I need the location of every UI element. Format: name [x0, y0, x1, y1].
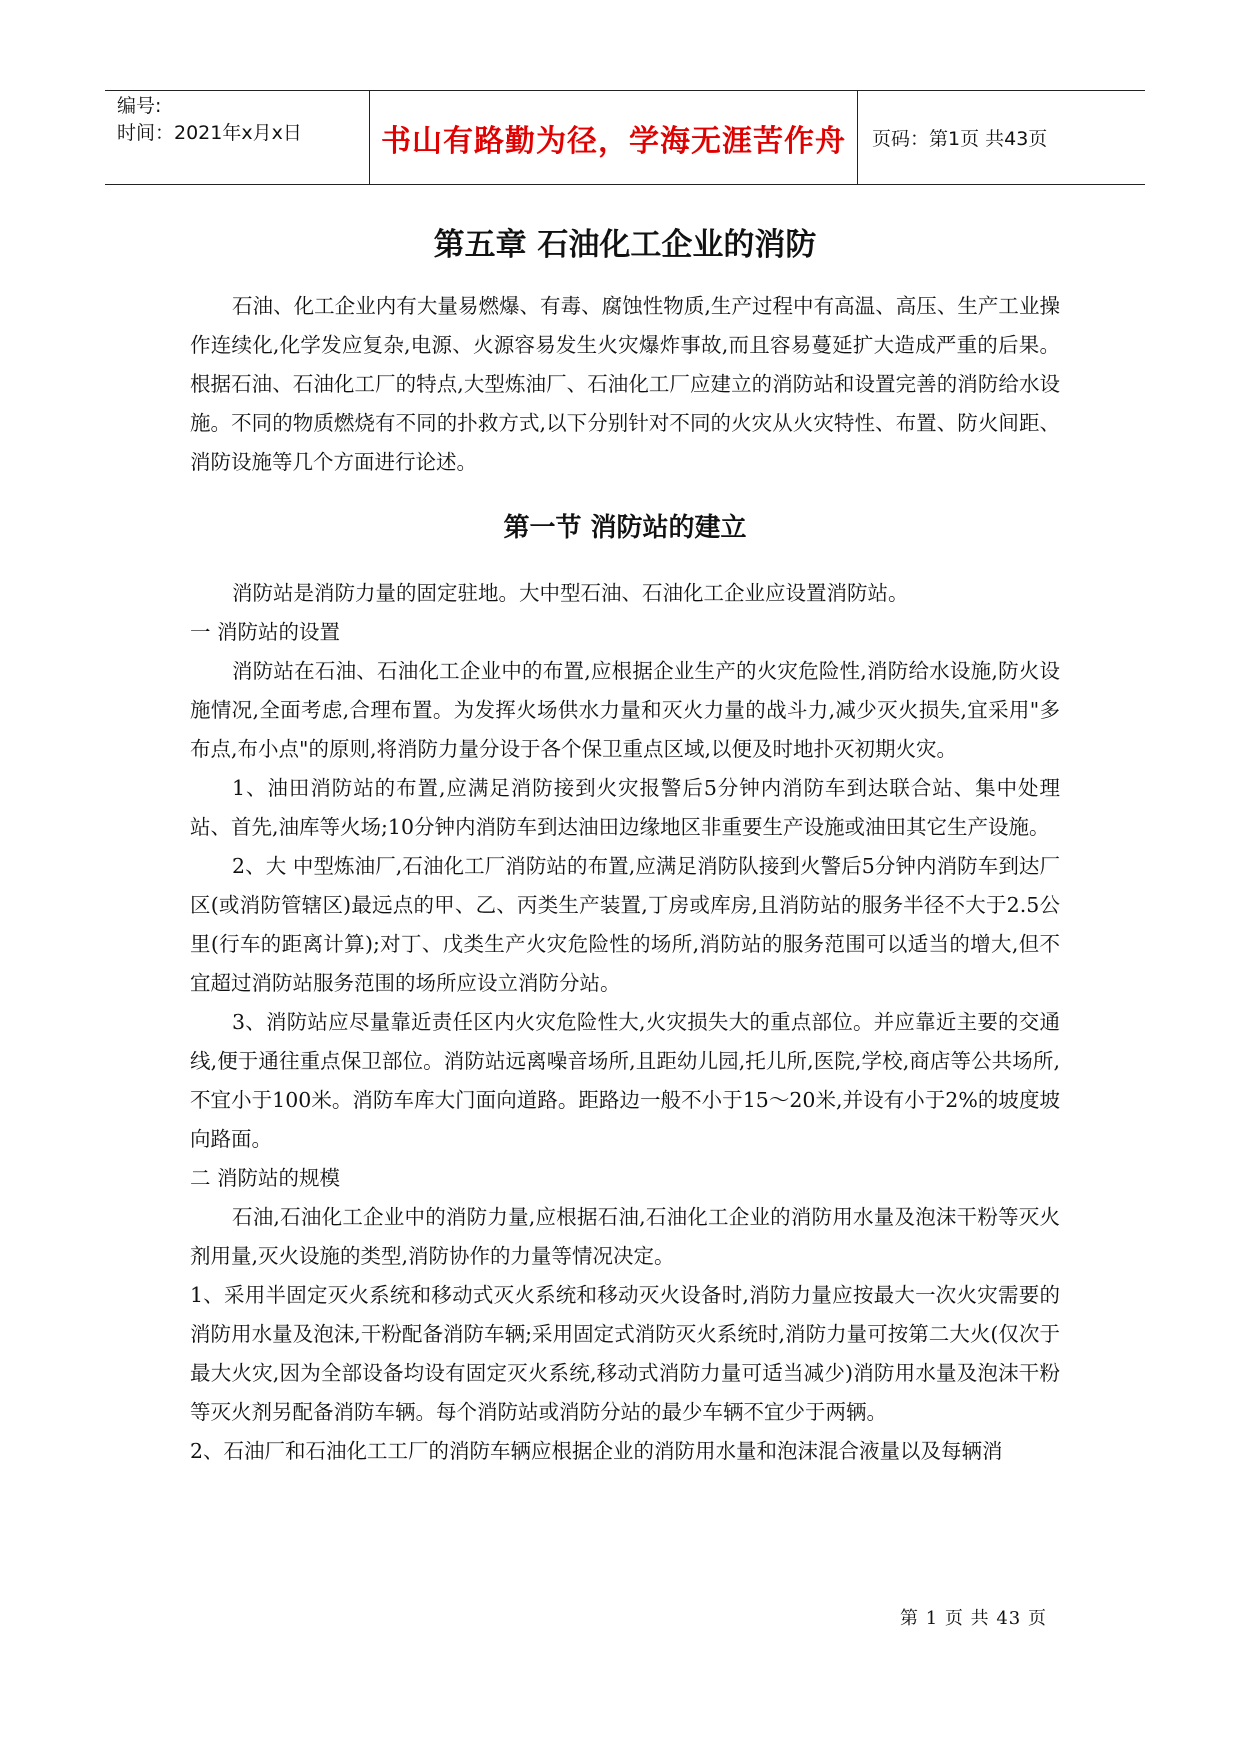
paragraph: 2、大 中型炼油厂,石油化工厂消防站的布置,应满足消防队接到火警后5分钟内消防车到达厂区(或消防管辖区)最远点的甲、乙、丙类生产装置,丁房或库房,且消防站的服务半径不大于2.5公里(行车的距离计算);对丁、戊类生产火灾危险性的场所,消防站的服务范围可以适当的增大,但不宜超过消防站服务范围的场所应设立消防分站。: [190, 854, 1060, 995]
subheading: 一 消防站的设置: [190, 620, 341, 644]
subheading: 二 消防站的规模: [190, 1166, 341, 1190]
paragraph: 1、油田消防站的布置,应满足消防接到火灾报警后5分钟内消防车到达联合站、集中处理站、首先,油库等火场;10分钟内消防车到达油田边缘地区非重要生产设施或油田其它生产设施。: [190, 776, 1060, 839]
paragraph: 石油,石油化工企业中的消防力量,应根据石油,石油化工企业的消防用水量及泡沫干粉等灭火剂用量,灭火设施的类型,消防协作的力量等情况决定。: [190, 1205, 1060, 1268]
header-meta: [105, 91, 370, 184]
chapter-title: 第五章 石油化工企业的消防: [433, 227, 817, 263]
paragraph: 2、石油厂和石油化工工厂的消防车辆应根据企业的消防用水量和泡沫混合液量以及每辆消: [190, 1439, 1003, 1463]
document-time-label: 时间：2021年x月x日: [117, 122, 302, 144]
page-header: [105, 90, 1145, 185]
document-number-label: 编号:: [117, 95, 162, 117]
paragraph: 消防站在石油、石油化工企业中的布置,应根据企业生产的火灾危险性,消防给水设施,防火设施情况,全面考虑,合理布置。为发挥火场供水力量和灭火力量的战斗力,减少灭火损失,宜采用"多布点,布小点"的原则,将消防力量分设于各个保卫重点区域,以便及时地扑灭初期火灾。: [190, 659, 1060, 761]
header-page-label: 页码：第1页 共43页: [872, 128, 1048, 150]
paragraph: 消防站是消防力量的固定驻地。大中型石油、石油化工企业应设置消防站。: [232, 581, 909, 605]
document-body: [190, 215, 1060, 1471]
paragraph: 3、消防站应尽量靠近责任区内火灾危险性大,火灾损失大的重点部位。并应靠近主要的交通线,便于通往重点保卫部位。消防站远离噪音场所,且距幼儿园,托儿所,医院,学校,商店等公共场所,不宜小于100米。消防车库大门面向道路。距路边一般不小于15～20米,并设有小于2%的坡度坡向路面。: [190, 1010, 1060, 1151]
section-title: 第一节 消防站的建立: [503, 513, 747, 543]
header-motto: 书山有路勤为径，学海无涯苦作舟: [370, 91, 858, 184]
paragraph: 1、采用半固定灭火系统和移动式灭火系统和移动灭火设备时,消防力量应按最大一次火灾需要的消防用水量及泡沫,干粉配备消防车辆;采用固定式消防灭火系统时,消防力量可按第二大火(仅次于最大火灾,因为全部设备均设有固定灭火系统,移动式消防力量可适当减少)消防用水量及泡沫干粉等灭火剂另配备消防车辆。每个消防站或消防分站的最少车辆不宜少于两辆。: [190, 1283, 1060, 1424]
page-footer: 第 1 页 共 43 页: [900, 1608, 1047, 1629]
intro-paragraph: 石油、化工企业内有大量易燃爆、有毒、腐蚀性物质,生产过程中有高温、高压、生产工业操作连续化,化学发应复杂,电源、火源容易发生火灾爆炸事故,而且容易蔓延扩大造成严重的后果。根据石油、石油化工厂的特点,大型炼油厂、石油化工厂应建立的消防站和设置完善的消防给水设施。不同的物质燃烧有不同的扑救方式,以下分别针对不同的火灾从火灾特性、布置、防火间距、消防设施等几个方面进行论述。: [190, 294, 1060, 474]
